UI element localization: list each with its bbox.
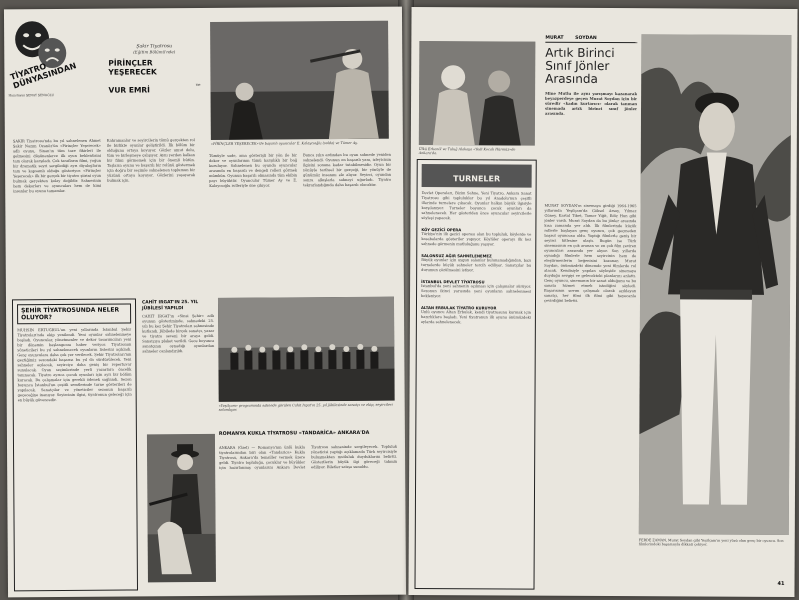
feature-title-block xyxy=(108,44,201,125)
actor-portrait-image xyxy=(639,34,792,535)
murat-photo xyxy=(639,34,792,535)
sehir-headline: ŞEHİR TİYATROSUNDA NELER OLUYOR? xyxy=(17,304,131,325)
feature-column-1: ŞAKİR Tiyatrosu'nda bu yıl sahnelenen Ahmet Şakir Nazım Ozanöz'ün «Pirinçler Yeşerecek» adlı oyunu, Sinan'ın tüm taze fikirleri ile gelmesini düşünenlerce ilk oyun beklentisini tam olarak karşıladı. Çok tarafların filmi, yoğun bir dramatik seyri sergilediği ayrı diyalogların tam ve kapsamlı olduğu gösteriyor. «Pirinçler Yeşerecek» ilk bir gerçek bir tiyatro şiirini oyun bulmak gerçekten kolay değildir. Sahnesinin hem dekorları ve oyuncuları hem de kimi insanlar bu oyunu tamamlar. xyxy=(12,138,102,194)
actors-scene-image xyxy=(210,21,389,140)
cahit-photo xyxy=(218,297,395,402)
feature-title-2: YEŞERECEK xyxy=(108,67,157,77)
feature-ve: ve xyxy=(195,82,201,88)
stage-group-image xyxy=(218,297,395,402)
feature-title-3: VUR EMRİ xyxy=(108,85,150,95)
murat-title-block xyxy=(545,36,637,116)
feature-column-3: Tümüyle sade, ama gösterişli bir yön ile bir dekor ve oyunlarının tümü karşılıklı bir bağ kuruluyor. Sahnelenen bu oyunda oyuncular arasında en başarılı ve dengeli rolleri görmek mümkün. Oyunun başarılı olmasında tüm ekibin payı büyüktür. Oyuncular Tümer Ay ve E. Kalaycıoğlu rolleriyle öne çıkıyor. xyxy=(208,153,298,188)
turneler-sub4-body: Ünlü oyuncu Altan Erbulak, kendi tiyatrosunu kurmak için hazırlıklara başladı. Yeni tiyatronun ilk oyunu önümüzdeki aylarda sahnelenecek. xyxy=(420,310,531,325)
turneler-sub2: SALONSUZ AĞIR SAHNELENEMEZ xyxy=(421,253,492,259)
left-page xyxy=(4,7,406,598)
puppet-cowboy-image xyxy=(147,434,216,582)
romanya-body: ANKARA (Özel) — Romanya'nın ünlü kukla tiyatrolarından biri olan «Tandarica» Kukla Tiyatrosu, Ankara'da temsiller vermek üzere geldi. Tiyatro topluluğu, çocuklar ve büyükler için hazırlanmış oyunlarını Ankara Devlet Tiyatrosu sahnesinde sergileyecek. Topluluk yöneticisi yaptığı açıklamada Türk seyircisiyle buluşmaktan mutluluk duyduklarını belirtti. Gösterilerin büyük ilgi göreceği tahmin ediliyor. Biletler satışa sunuldu. xyxy=(219,444,398,470)
couple-caption: Ülkü Erkenöl ve Tuluğ Alakaya «Yedi Kocalı Hürmüz»de Ankara'da. xyxy=(418,147,516,156)
feature-caption: «PİRİNÇLER YEŞERECEK»'de başarılı oyuncular E. Kalaycıoğlu (solda) ve Tümer Ay. xyxy=(210,140,358,146)
turneler-sub4: ALTAN ERBULAK TİYATRO KURUYOR xyxy=(420,305,497,311)
feature-column-2: Kahramanlar ve seyircilerin tümü gerçekten rol ile birlikte oyunlar geliştirildi. İlk bölüm bir olduğunu ortaya koyuyor. Gözler umut dolu, tüm ve birleşmeye çalışıyor. Aynı yerden kalkan bir filmi görmemek için bir önemli bütün. Taşların oyunu ve başarılı bir rolünü göstermek için doğru bir seçimle sahnelenen toplumun bir yüzünü ortaya koyuyor. Gözlerini yaşayarak bulmak için. xyxy=(106,138,196,183)
puppet-photo xyxy=(147,434,216,582)
murat-caption: FERDE ZAMAN, Murat Soydan gibi Yeşilçam'ın yeni yüzü olan genç bir oyuncu. Son filmlerindeki başarısıyla dikkati çekiyor. xyxy=(638,538,784,547)
turneler-box xyxy=(414,159,536,590)
murat-body: MURAT SOYDAN'ın sinemaya girdiği 1964-1965 yıllarında Yeşilçam'da Göksel Arsoy, Yılmaz Güney, Kartal Tibet, Tamer Yiğit, Ediz Hun gibi jönler vardı. Murat Soydan da bu jönler arasında kısa zamanda yer aldı. İlk filmlerinde küçük rollerle başlayan genç oyuncu, çok geçmeden başrol oyuncusu oldu. Yaptığı filmlerle geniş bir seyirci kitlesine ulaştı. Bugün ise Türk sinemasının en çok aranan ve en çok film çeviren oyuncuları arasında yer alıyor. Son yıllarda oynadığı filmlerle hem seyircinin hem de eleştirmenlerin beğenisini kazanan Murat Soydan, önümüzdeki dönemde yeni filmlerde rol alacak. Kendisiyle yapılan söyleşide sinemaya duyduğu sevgiyi ve gelecekteki planlarını anlattı. Genç oyuncu, sinemanın bir sanat olduğunu ve bu sanata hizmet etmek istediğini söyledi. Başarısının sırrını çalışmak olarak açıklayan sanatçı, her filmi ilk filmi gibi heyecanla çevirdiğini belirtti. xyxy=(543,203,637,303)
feature-title-1: PİRİNÇLER xyxy=(108,58,153,68)
column-logo xyxy=(8,17,78,99)
murat-name-1: MURAT xyxy=(545,35,564,41)
murat-name xyxy=(545,36,637,43)
turneler-sub2-body: Büyük oyunlar için uygun salonlar bulunamadığından, bazı turnelerde küçük sahneler tercih ediliyor. Sanatçılar bu durumun çözülmesini istiyor. xyxy=(421,258,532,273)
sehir-body: MUHSİN ERTUĞRUL'un yeni yıllarında İstanbul Şehir Tiyatroları'nda ekip yenilendi. Yeni oyunlar sahnelenmeye başladı. Oyuncular, yönetmenler ve dekor tasarımcıları yeni bir dönemin başlangıcını haber veriyor. Tiyatronun yöneticileri bu yıl sahnelenecek oyunların listesini açıkladı. Genç oyunculara daha çok yer verilecek. Şehir Tiyatroları'nın geçtiğimiz sezondaki başarısı bu yıl da sürdürülecek. Yeni sahneler açılacak, seyirciye daha geniş bir repertuvar sunulacak. Oyun seçimlerinde yerli yazarlara öncelik tanınacak. Tiyatro ayrıca çocuk oyunları için ayrı bir bölüm kuracak. Bu çalışmalar için gerekli ödenek sağlandı. Sezon boyunca İstanbul'un çeşitli semtlerinde turne gösterileri de yapılacak. Sanatçılar ve yöneticiler sezonun başarılı geçeceğine inanıyor. Seyircinin ilgisi, tiyatronun geleceği için en büyük güvencedir. xyxy=(17,327,132,403)
turneler-sub1: KÖY GEZİCİ OPERA xyxy=(421,227,462,233)
feature-column-4: Bunca yılın ardından bu oyun sahnede yeniden sahnelendi. Oyunun en başarılı yanı, izleyicinin ilgisini sonuna kadar tutabilmesidir. Oyun bir yönüyle tarihsel bir gerçeği, bir yönüyle de günümüz insanını ele alıyor. Seyirci, oyundan sonra alkışlarla sahneyi uğurladı. Tiyatro tekrarlandığında daha başarılı olacaktır. xyxy=(302,152,392,188)
sehir-box xyxy=(12,298,138,591)
turneler-sub3-body: İstanbul'da yeni sahnenin açılması için çalışmalar sürüyor. Sezonun ikinci yarısında yeni oyunların sahnelenmesi bekleniyor. xyxy=(421,284,532,299)
logo-sub: Hazırlayan ŞENAY ŞENOĞLU xyxy=(8,93,55,98)
cahit-body: CAHİT IRGAT'ın «Sinsi Şehir» adlı oyunun gösteriminde, sahnedeki 25. yılı bu kez Şehir Tiyatroları sahnesinde kutlandı. Jübilede birçok sanatçı, yazar ve tiyatro seveni bir araya geldi. Sanatçıya plaket verildi. Gece boyunca sanatçının oynadığı oyunlardan sahneler canlandırıldı. xyxy=(142,314,215,354)
logo-text: TİYATRO DÜNYASINDAN xyxy=(9,61,78,91)
feature-author-sub: (Eğitim Bölümü'nde) xyxy=(133,49,176,55)
murat-title: Artık Birinci Sınıf Jönler Arasında xyxy=(545,45,615,86)
feature-author: Şakir Tiyatrosu xyxy=(136,44,173,50)
murat-lead: Mine Mutlu ile aynı yarışmayı kazanarak beyazperdeye geçen Murat Soydan için bir süredir «kadın kurtarıcı» olarak tanınan sinemada artık birinci sınıf jönler arasında. xyxy=(544,90,638,116)
turneler-sub1-body: Türkiye'nin ilk gezici operası olan bu topluluk, köylerde ve kasabalarda gösteriler yapıyor. Köylüler operayı ilk kez sahnede görmenin mutluluğunu yaşıyor. xyxy=(421,232,532,247)
cahit-block xyxy=(142,300,215,425)
turneler-headline-bar xyxy=(422,164,532,188)
couple-image xyxy=(419,41,536,146)
murat-name-2: SOYDAN xyxy=(575,35,597,41)
turneler-headline: TURNELER xyxy=(453,174,501,184)
couple-photo xyxy=(419,41,536,146)
romanya-headline: ROMANYA KUKLA TİYATROSU «TANDARİCA» ANKARA'DA xyxy=(218,430,370,437)
turneler-body: Devlet Operaları, Bizim Sahne, Yeni Tiyatro, Ankara Sanat Tiyatrosu gibi topluluklar bu yıl Anadolu'nun çeşitli illerinde turnelere çıkacak. Oyunlar halkın büyük ilgisiyle karşılanıyor. Turneler boyunca çocuk oyunları da sahnelenecek. Her gösteriden önce oyuncular seyircilerle söyleşi yapacak. xyxy=(421,191,532,221)
turneler-sub3: İSTANBUL DEVLET TİYATROSU xyxy=(421,279,485,285)
cahit-headline: CAHİT IRGAT'IN 25. YIL JÜBİLESİ YAPILDI xyxy=(141,300,199,312)
right-page xyxy=(408,7,797,597)
feature-photo xyxy=(210,21,389,140)
page-number: 41 xyxy=(777,580,785,587)
cahit-caption: «Yeşilçam» programında sahnede görülen Cahit Irgat'ın 25. yıl jübilesinde sanatçı ve ekip, seyircileri selamlıyor. xyxy=(218,402,393,413)
